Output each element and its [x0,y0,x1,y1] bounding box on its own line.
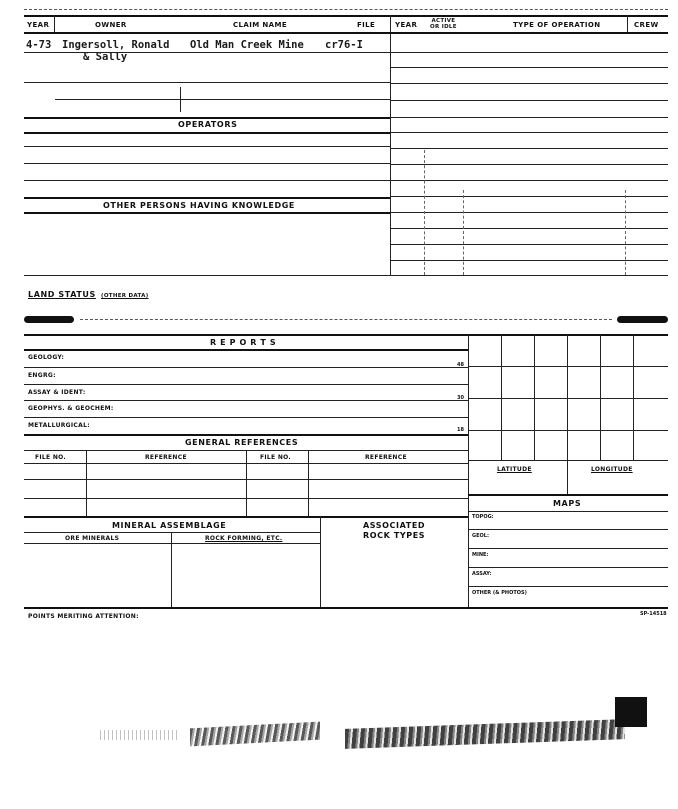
report-row-line [24,417,468,418]
grid-line [501,334,502,460]
operators-bottom-rule [24,132,390,134]
header-divider [54,15,55,32]
maps-row-line [468,586,668,587]
right-col-divider [424,150,425,275]
right-col-divider [625,190,626,275]
ref-col-divider [86,450,87,516]
scan-smudge [345,719,625,749]
ref-col-divider [308,450,309,516]
report-engrg: ENGRG: [28,372,56,379]
grid-line [567,334,568,460]
header-active-line1: ACTIVE [431,18,456,24]
scan-smudge [190,722,320,747]
right-row-line [390,164,668,165]
maps-topog: TOPOG: [472,514,494,520]
right-row-line [390,117,668,118]
mineral-assemblage-title: MINERAL ASSEMBLAGE [112,521,227,530]
header-bottom-rule [24,32,668,34]
row-line [24,180,390,181]
associated-rock-types [363,521,425,541]
mineral-header-rule [24,532,320,533]
report-row-line [24,400,468,401]
other-persons-bottom-rule [24,212,390,214]
ref-col-divider [246,450,247,516]
maps-header-rule [468,511,668,512]
right-row-line [390,260,668,261]
maps-mine: MINE: [472,552,489,558]
land-status-title: LAND STATUS [28,290,96,299]
redaction-mark [617,316,668,323]
report-num: 18 [457,427,464,433]
row-divider [180,87,181,112]
ref-file-no-1: FILE NO. [35,454,67,461]
header-top-rule [24,15,668,17]
operators-title: OPERATORS [178,120,238,129]
entry-year: 4-73 [26,39,52,51]
header-type-of-operation: TYPE OF OPERATION [513,21,601,29]
land-status-top-rule [24,275,668,276]
grid-line [534,334,535,460]
ref-reference-1: REFERENCE [145,454,187,461]
entry-underline [24,52,390,53]
row-line [24,146,390,147]
maps-assay: ASSAY: [472,571,492,577]
maps-top-rule [468,494,668,496]
mineral-col-divider [171,532,172,607]
points-meriting-attention: POINTS MERITING ATTENTION: [28,613,139,620]
general-references-title: GENERAL REFERENCES [185,438,299,447]
report-num: 48 [457,362,464,368]
header-active-or-idle [430,18,457,30]
grid-line [468,366,668,367]
entry-claim-name: Old Man Creek Mine [190,39,304,51]
maps-geol: GEOL: [472,533,489,539]
report-row-line [24,367,468,368]
right-row-line [390,212,668,213]
other-persons-title: OTHER PERSONS HAVING KNOWLEDGE [103,201,295,210]
grid-line [600,334,601,460]
main-column-divider [390,15,391,275]
mineral-col-divider [320,516,321,607]
report-row-line [24,384,468,385]
right-col-divider [463,190,464,275]
entry-owner-line1: Ingersoll, Ronald [62,39,170,51]
ref-row-line [24,479,468,480]
longitude-label: LONGITUDE [591,466,633,473]
maps-row-line [468,529,668,530]
grid-line [468,398,668,399]
rock-forming-header: ROCK FORMING, ETC. [205,535,283,542]
header-file: FILE [357,21,376,29]
latitude-label: LATITUDE [497,466,532,473]
grid-line [468,430,668,431]
ref-reference-2: REFERENCE [365,454,407,461]
row-line [24,82,390,83]
top-edge-line [24,9,668,10]
header-crew: CREW [634,21,659,29]
right-row-line [390,180,668,181]
right-row-line [390,52,668,53]
maps-row-line [468,548,668,549]
header-divider [627,15,628,32]
right-row-line [390,132,668,133]
scan-blot [615,697,647,727]
report-assay: ASSAY & IDENT: [28,389,86,396]
land-status-note: (OTHER DATA) [101,293,149,299]
right-row-line [390,100,668,101]
land-status-label [28,282,149,301]
ref-row-line [24,498,468,499]
entry-file: cr76-I [325,39,363,51]
reports-header-rule [24,349,468,351]
bottom-rule [24,607,668,609]
header-year-2: YEAR [395,21,418,29]
grid-line [633,334,634,460]
form-number: SP-14518 [640,611,667,617]
grid-bottom-line [468,460,668,461]
land-status-line [80,319,612,320]
right-row-line [390,196,668,197]
right-row-line [390,148,668,149]
entry-owner-line2: & Sally [83,51,128,63]
maps-title: MAPS [553,499,582,508]
right-row-line [390,244,668,245]
right-row-line [390,83,668,84]
redaction-mark [24,316,74,323]
header-owner: OWNER [95,21,127,29]
row-line [55,99,390,100]
header-claim-name: CLAIM NAME [233,21,288,29]
ref-file-no-2: FILE NO. [260,454,292,461]
header-active-line2: OR IDLE [430,24,457,30]
associated-line1: ASSOCIATED [363,521,426,530]
associated-line2: ROCK TYPES [363,531,426,540]
ore-minerals-header: ORE MINERALS [65,535,120,542]
header-year: YEAR [27,21,50,29]
report-metallurgical: METALLURGICAL: [28,422,90,429]
maps-other: OTHER (& PHOTOS) [472,590,527,596]
maps-row-line [468,567,668,568]
operators-top-rule [24,117,390,119]
report-num: 30 [457,395,464,401]
reports-title: R E P O R T S [210,338,277,347]
general-references-top-rule [24,434,468,436]
mineral-subheader-rule [24,543,320,544]
reports-top-rule [24,334,668,336]
report-geology: GEOLOGY: [28,354,65,361]
coord-divider [567,460,568,494]
scan-noise [100,730,180,740]
right-row-line [390,228,668,229]
mineral-top-rule [24,516,468,518]
other-persons-top-rule [24,197,390,199]
report-geophys: GEOPHYS. & GEOCHEM: [28,405,114,412]
right-row-line [390,67,668,68]
row-line [24,163,390,164]
